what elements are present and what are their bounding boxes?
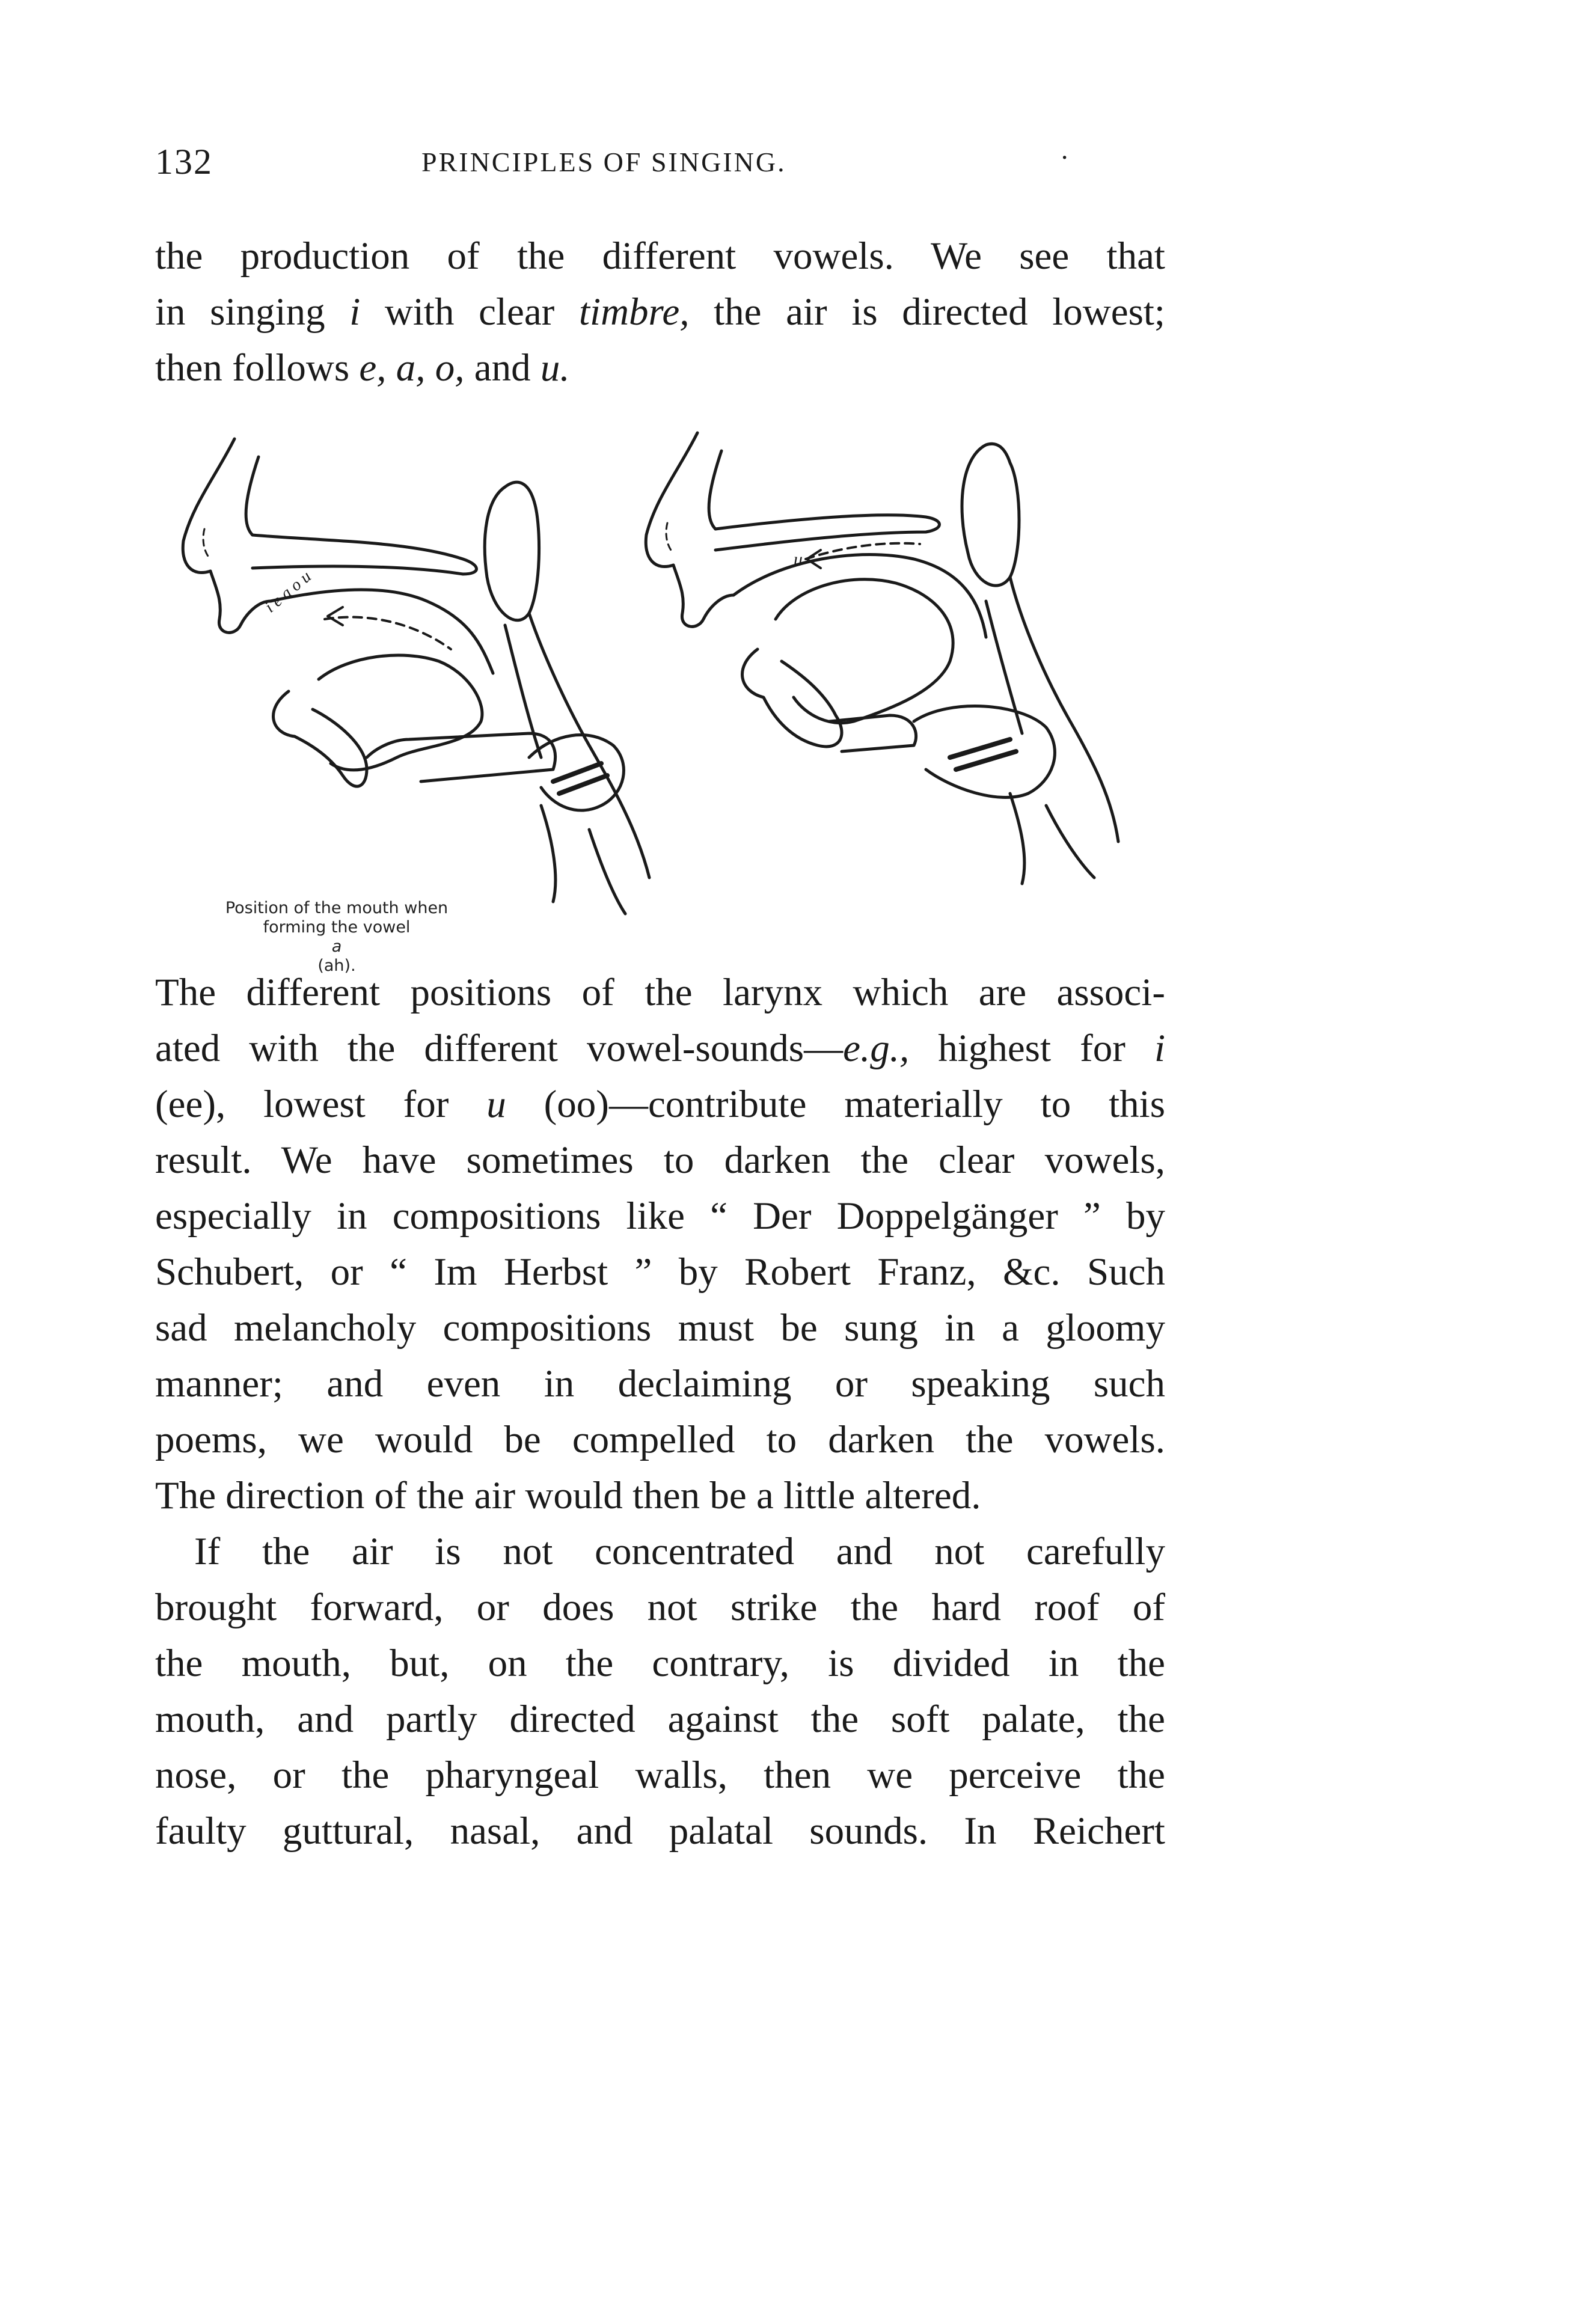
right-tongue [776, 579, 953, 723]
paragraph-2 [155, 965, 1165, 1524]
text-line: (ee), lowest for u (oo)—contribute materially to this [155, 1083, 1165, 1126]
text-line: especially in compositions like “ Der Doppelgänger ” by [155, 1194, 1165, 1238]
page-header [155, 141, 1165, 189]
left-vocal-folds [553, 763, 607, 794]
left-hard-palate [253, 535, 477, 574]
text-line: The direction of the air would then be a little altered. [155, 1474, 981, 1517]
left-soft-palate [271, 590, 493, 673]
left-pharynx-front [505, 625, 541, 757]
left-nose-inner [246, 457, 259, 535]
text-line: manner; and even in declaiming or speaking such [155, 1362, 1165, 1405]
running-head: PRINCIPLES OF SINGING. [421, 147, 786, 177]
right-pharynx-front [986, 601, 1022, 733]
text-line: poems, we would be compelled to darken the vowels. [155, 1418, 1165, 1461]
right-trachea [1010, 794, 1094, 884]
left-airflow-arrow [325, 617, 451, 649]
left-uvula-cavity [485, 482, 539, 620]
figure-caption: Position of the mouth when forming the vowel a (ah). [225, 899, 449, 975]
vocal-tract-illustration [168, 421, 1142, 962]
text-line: brought forward, or does not strike the hard roof of [155, 1586, 1165, 1629]
text-line: in singing i with clear timbre, the air is directed lowest; [155, 290, 1165, 334]
text-line: then follows e, a, o, and u. [155, 346, 570, 390]
text-line: Schubert, or “ Im Herbst ” by Robert Franz, &c. Such [155, 1250, 1165, 1294]
left-diagram [183, 439, 649, 914]
right-lower-lip [743, 649, 842, 747]
text-line: ated with the different vowel-sounds—e.g., highest for i [155, 1027, 1165, 1070]
header-dot: · [1060, 142, 1070, 173]
left-lower-lip [274, 691, 367, 786]
right-larynx [914, 706, 1055, 798]
text-line: If the air is not concentrated and not carefully [194, 1530, 1165, 1573]
right-hard-palate [715, 515, 940, 550]
left-trachea [541, 806, 625, 914]
paragraph-1 [155, 228, 1165, 396]
paragraph-3 [155, 1524, 1165, 1859]
left-vowel-marks: i e a o u [261, 567, 315, 617]
right-vocal-folds [950, 739, 1016, 769]
right-uvula-cavity [962, 444, 1019, 586]
right-pharynx-back [1010, 577, 1118, 842]
right-nose-outline [646, 433, 697, 567]
text-line: mouth, and partly directed against the soft palate, the [155, 1698, 1165, 1741]
vocal-tract-figure [168, 421, 1142, 975]
text-line: nose, or the pharyngeal walls, then we perceive the [155, 1754, 1165, 1797]
text-line: faulty guttural, nasal, and palatal sounds. In Reichert [155, 1809, 1165, 1853]
left-nose-outline [183, 439, 234, 573]
left-tongue [319, 655, 482, 770]
right-diagram [646, 433, 1118, 884]
text-line: the production of the different vowels. We see that [155, 234, 1165, 278]
right-nose-inner [709, 451, 721, 529]
page-number: 132 [155, 142, 213, 182]
text-line: the mouth, but, on the contrary, is divided in the [155, 1642, 1165, 1685]
right-upper-lip [673, 565, 733, 626]
right-vowel-mark: u [794, 549, 803, 569]
text-line: The different positions of the larynx which are associ- [155, 971, 1165, 1014]
text-line: result. We have sometimes to darken the clear vowels, [155, 1139, 1165, 1182]
text-line: sad melancholy compositions must be sung in a gloomy [155, 1306, 1165, 1350]
